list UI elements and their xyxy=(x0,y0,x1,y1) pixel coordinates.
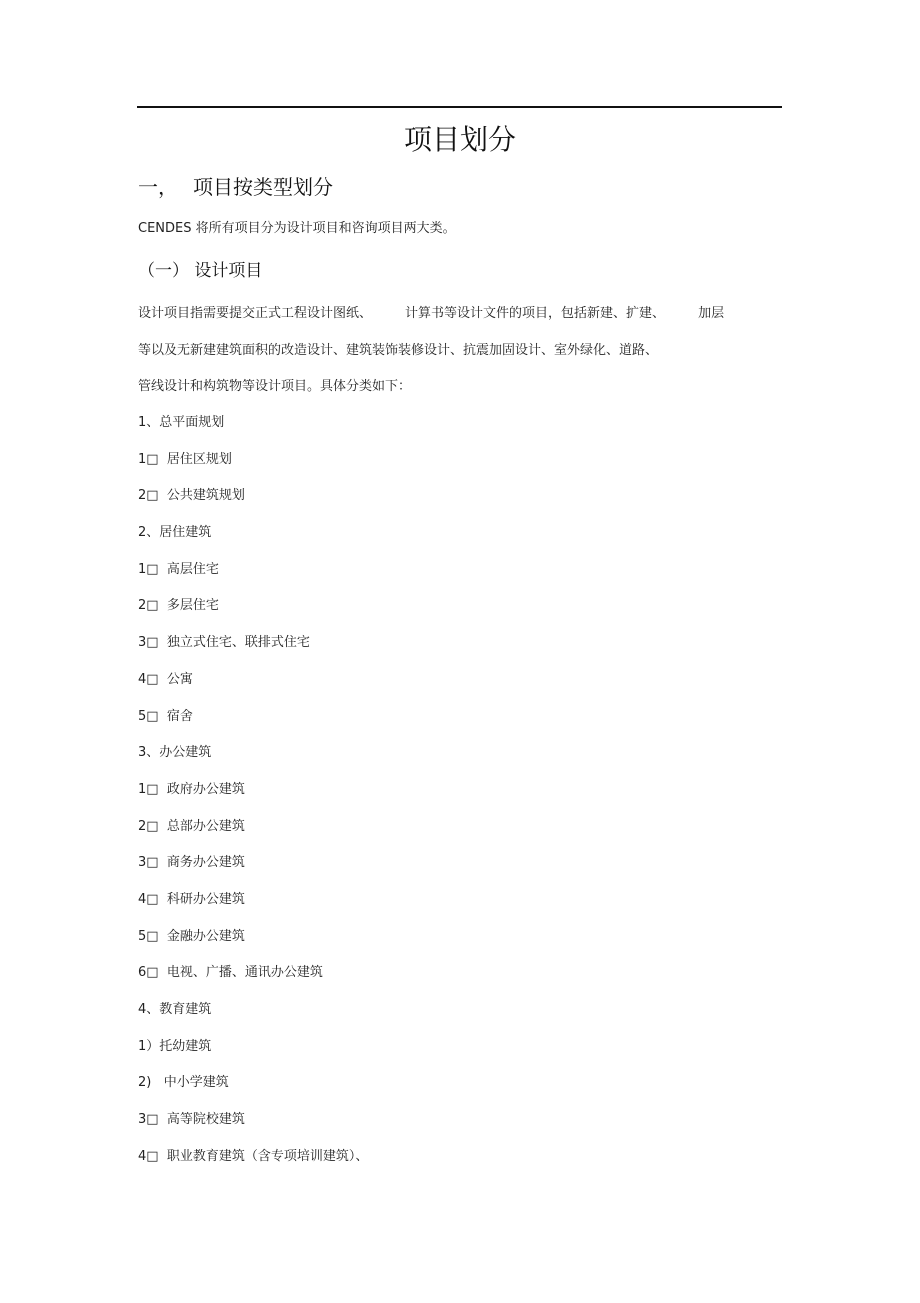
list-item: 2) 中小学建筑 xyxy=(138,1075,229,1091)
list-item: 6□ 电视、广播、通讯办公建筑 xyxy=(138,965,323,981)
list-item: 1□ 高层住宅 xyxy=(138,561,219,577)
list-item: 2、居住建筑 xyxy=(138,525,212,541)
list-item: 5□ 金融办公建筑 xyxy=(138,928,245,944)
paragraph-line: 管线设计和构筑物等设计项目。具体分类如下： xyxy=(138,379,412,394)
list-item: 1□ 居住区规划 xyxy=(138,451,232,467)
subsection-heading: （一） 设计项目 xyxy=(138,261,263,281)
list-item: 1）托幼建筑 xyxy=(138,1038,212,1054)
section-number: 一， xyxy=(138,175,178,199)
header-rule xyxy=(137,106,782,108)
list-item: 2□ 公共建筑规划 xyxy=(138,488,245,504)
paragraph-line: 设计项目指需要提交正式工程设计图纸、 计算书等设计文件的项目，包括新建、扩建、 加层 xyxy=(138,306,725,321)
description-paragraph xyxy=(138,304,783,414)
list-item: 3□ 独立式住宅、联排式住宅 xyxy=(138,635,310,651)
list-item: 1、总平面规划 xyxy=(138,415,225,430)
list-item: 4□ 科研办公建筑 xyxy=(138,891,245,907)
list-item: 3□ 商务办公建筑 xyxy=(138,855,245,871)
list-item: 2□ 多层住宅 xyxy=(138,598,219,614)
section-label: 项目按类型划分 xyxy=(193,175,333,199)
section-heading xyxy=(138,172,333,202)
page-title: 项目划分 xyxy=(403,123,516,156)
list-item: 1□ 政府办公建筑 xyxy=(138,781,245,797)
paragraph-line: 等以及无新建建筑面积的改造设计、建筑装饰装修设计、抗震加固设计、室外绿化、道路、 xyxy=(138,342,659,358)
list-item: 2□ 总部办公建筑 xyxy=(138,818,245,834)
list-item: 3□ 高等院校建筑 xyxy=(138,1112,245,1128)
intro-text: CENDES 将所有项目分为设计项目和咨询项目两大类。 xyxy=(138,221,456,236)
list-item: 4□ 职业教育建筑（含专项培训建筑）、 xyxy=(138,1148,369,1164)
list-item: 3、办公建筑 xyxy=(138,745,212,761)
category-list xyxy=(138,413,368,1183)
list-item: 5□ 宿舍 xyxy=(138,708,193,724)
list-item: 4□ 公寓 xyxy=(138,671,193,687)
list-item: 4、教育建筑 xyxy=(138,1002,212,1017)
